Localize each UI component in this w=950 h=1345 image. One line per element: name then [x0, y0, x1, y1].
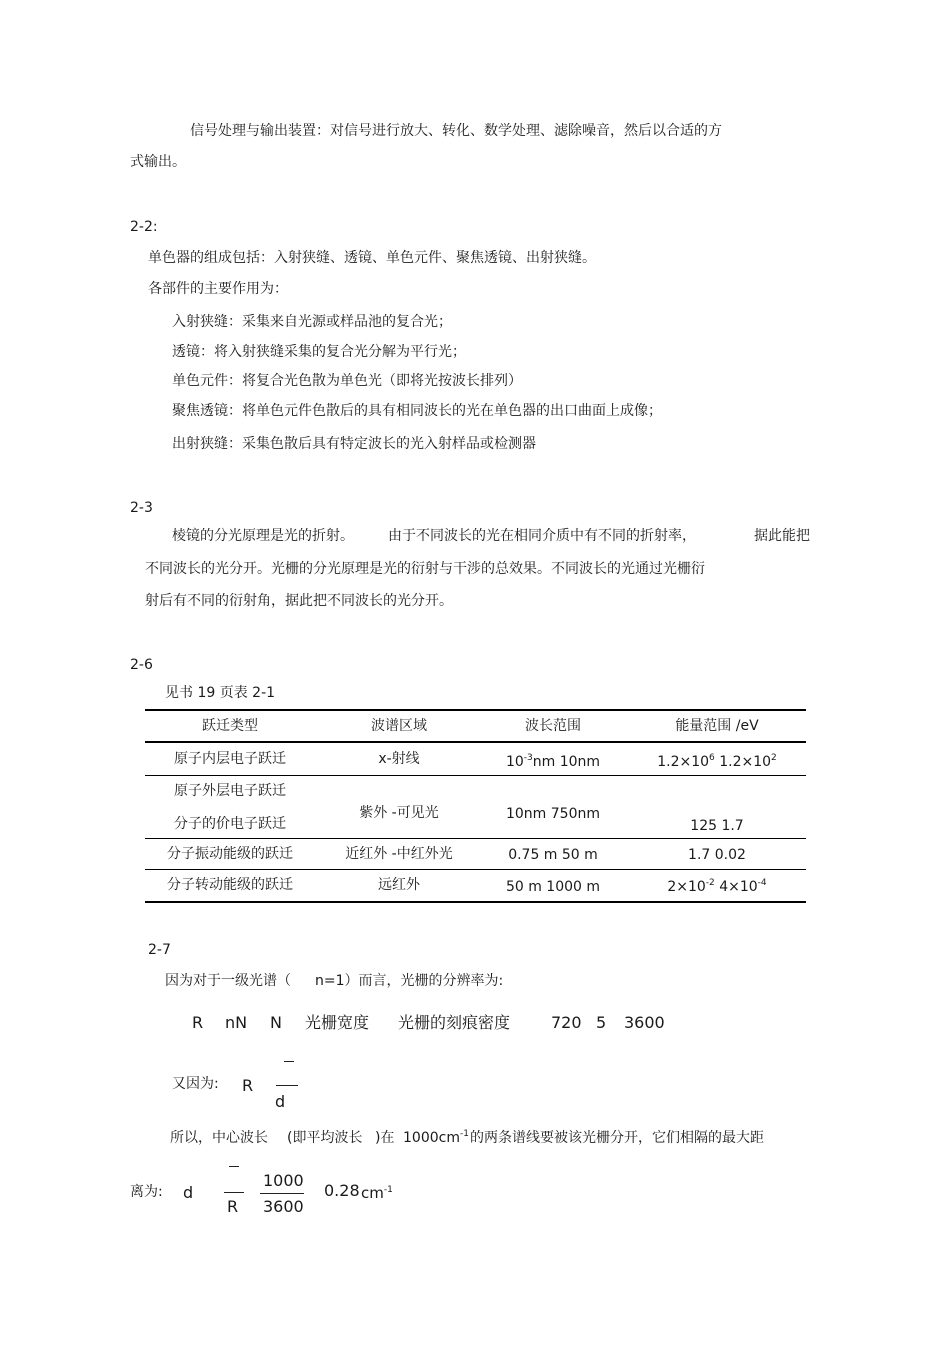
formula-term: N: [270, 1013, 282, 1032]
first-order-intro-cont: n=1）而言，光栅的分辨率为:: [315, 973, 504, 989]
table-cell: 原子外层电子跃迁: [174, 783, 286, 799]
intro-line-2: 式输出。: [130, 154, 186, 170]
distance-label: 离为:: [130, 1184, 163, 1200]
formula-term: d: [275, 1092, 286, 1111]
table-header: 波谱区域: [371, 718, 427, 734]
sentence-part: 所以，中心波长: [170, 1130, 268, 1146]
component-item: 入射狭缝：采集来自光源或样品池的复合光；: [172, 314, 452, 330]
table-header: 波长范围: [525, 718, 581, 734]
table-row-rule: [145, 869, 806, 870]
table-cell: 近红外 -中红外光: [345, 846, 453, 862]
formula-term: 光栅的刻痕密度: [398, 1013, 511, 1032]
sentence-part: $1000cm^{-1}$: [403, 1129, 469, 1146]
table-row-rule: [145, 838, 806, 839]
first-order-intro: 因为对于一级光谱（: [165, 973, 291, 989]
components-role-intro: 各部件的主要作用为：: [148, 281, 288, 297]
table-header: 跃迁类型: [202, 718, 258, 734]
table-header-rule: [145, 741, 806, 743]
table-cell: $10^{-3}nm$ 10nm: [505, 753, 601, 770]
component-item: 透镜：将入射狭缝采集的复合光分解为平行光；: [172, 344, 466, 360]
formula-term: 720: [551, 1013, 582, 1032]
table-cell: x-射线: [378, 751, 420, 767]
table-cell: 远红外: [378, 877, 420, 893]
sentence-part: )在: [375, 1130, 395, 1146]
section-heading-2-6: 2-6: [130, 657, 153, 673]
sentence-part: (即平均波长: [287, 1130, 363, 1146]
table-bottom-rule: [145, 901, 806, 903]
table-cell: 紫外 -可见光: [359, 805, 439, 821]
fraction-line: [224, 1192, 244, 1193]
table-caption: 见书 19 页表 2-1: [165, 685, 276, 701]
formula-term: R: [192, 1013, 204, 1032]
table-top-rule: [145, 709, 806, 711]
fraction-line: [276, 1085, 298, 1086]
formula-term: 1000: [263, 1171, 304, 1190]
table-row-rule: [145, 775, 806, 776]
formula-term: 3600: [263, 1197, 304, 1216]
also-because-label: 又因为:: [172, 1076, 219, 1092]
grating-principle: 不同波长的光分开。光栅的分光原理是光的衍射与干涉的总效果。不同波长的光通过光栅衍: [145, 561, 705, 577]
refraction-explanation: 由于不同波长的光在相同介质中有不同的折射率，: [388, 528, 696, 544]
grating-conclusion: 射后有不同的衍射角，据此把不同波长的光分开。: [145, 593, 453, 609]
fraction-line: [260, 1193, 304, 1194]
sentence-part: 的两条谱线要被该光栅分开，它们相隔的最大距: [470, 1130, 764, 1146]
table-cell: $1.2\times 10^6$ $1.2\times 10^2$: [657, 753, 777, 770]
formula-unit: $cm^{-1}$: [361, 1184, 393, 1202]
lambda-overbar: [229, 1166, 239, 1167]
section-heading-2-2: 2-2:: [130, 219, 158, 235]
component-item: 聚焦透镜：将单色元件色散后的具有相同波长的光在单色器的出口曲面上成像；: [172, 403, 662, 419]
section-heading-2-3: 2-3: [130, 500, 153, 516]
table-cell: 分子振动能级的跃迁: [167, 846, 293, 862]
table-cell: 分子转动能级的跃迁: [167, 877, 293, 893]
component-item: 单色元件：将复合光色散为单色光（即将光按波长排列）: [172, 373, 522, 389]
formula-term: 0.28: [324, 1181, 360, 1200]
prism-principle: 棱镜的分光原理是光的折射。: [172, 528, 354, 544]
table-cell: 125 1.7: [690, 818, 744, 834]
lambda-overbar: [284, 1061, 294, 1062]
section-heading-2-7: 2-7: [148, 942, 171, 958]
formula-term: R: [242, 1076, 254, 1095]
table-cell: 10nm 750nm: [505, 806, 600, 822]
formula-term: nN: [225, 1013, 248, 1032]
table-cell: 原子内层电子跃迁: [174, 751, 286, 767]
formula-term: 5: [596, 1013, 607, 1032]
monochromator-components: 单色器的组成包括：入射狭缝、透镜、单色元件、聚焦透镜、出射狭缝。: [148, 250, 596, 266]
table-cell: 50 m 1000 m: [505, 879, 601, 895]
table-cell: $2\times 10^{-2}$ $4\times 10^{-4}$: [667, 878, 767, 895]
formula-term: 3600: [624, 1013, 665, 1032]
table-header: 能量范围 /eV: [675, 718, 759, 734]
component-item: 出射狭缝：采集色散后具有特定波长的光入射样品或检测器: [172, 436, 536, 452]
intro-line-1: 信号处理与输出装置：对信号进行放大、转化、数学处理、滤除噪音，然后以合适的方: [190, 123, 722, 139]
table-cell: 1.7 0.02: [688, 847, 746, 863]
table-cell: 0.75 m 50 m: [508, 847, 598, 863]
formula-term: R: [227, 1197, 239, 1216]
formula-term: d: [183, 1183, 194, 1202]
formula-term: 光栅宽度: [305, 1013, 370, 1032]
refraction-conclusion: 据此能把: [754, 528, 810, 544]
table-cell: 分子的价电子跃迁: [174, 816, 286, 832]
